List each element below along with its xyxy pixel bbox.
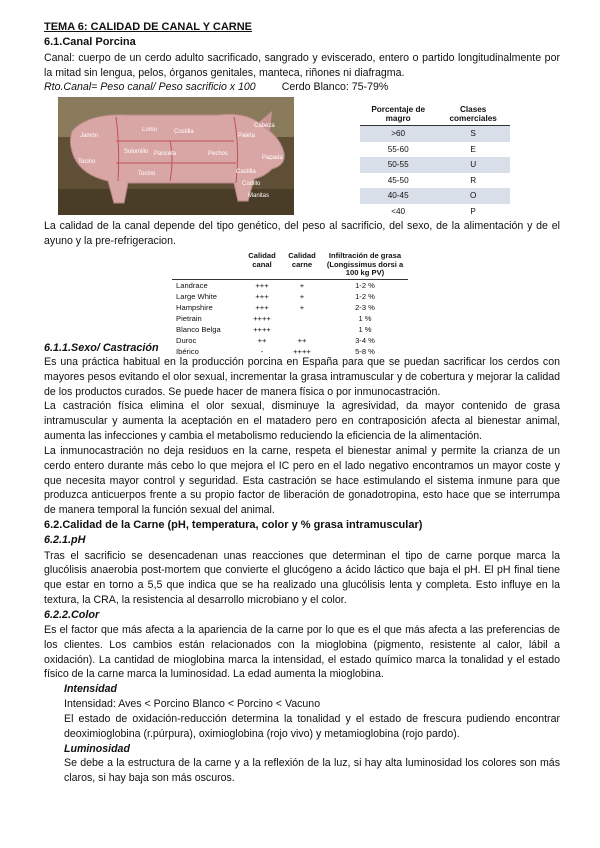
castracion-paragraph-1: Es una práctica habitual en la producción porcina en España para que se puedan sacrificar los cerdos con mayores pesos evitando el olor sexual, incrementar la grasa intramuscular y de cobertura y mejorar la calidad de los productos curados. Se puede hacer de manera física o por inmunocastración. <box>44 355 560 398</box>
svg-text:Lomo: Lomo <box>142 127 158 134</box>
table-row <box>360 188 510 203</box>
pig-cuts-image <box>58 97 294 215</box>
table-row <box>172 302 408 313</box>
table-cell: 50-55 <box>360 157 436 172</box>
section-heading-6-1-1: 6.1.1.Sexo/ Castración <box>44 341 159 354</box>
table-cell: R <box>470 175 477 185</box>
table-cell: E <box>470 144 476 154</box>
svg-text:Panceta: Panceta <box>154 151 177 158</box>
table-cell: +++ <box>255 292 269 302</box>
table-cell: ++++ <box>253 325 271 335</box>
table-cell: Hampshire <box>176 303 213 313</box>
table-row <box>172 324 408 335</box>
luminosidad-paragraph: Se debe a la estructura de la carne y a la reflexión de la luz, si hay alta luminosidad los colores son más claros, si hay baja son más oscuros. <box>64 757 560 785</box>
svg-text:Codillo: Codillo <box>242 181 261 188</box>
table-row <box>360 126 510 142</box>
table-row <box>172 335 408 346</box>
table-cell: 5-8 % <box>355 347 375 357</box>
table-cell: <40 <box>391 206 406 216</box>
table-cell: - <box>260 347 264 357</box>
ph-paragraph: Tras el sacrificio se desencadenan unas reacciones que determinan el tipo de carne porque marca la glucólisis anaerobia post-mortem que convierte el glucógeno a ácido láctico que baja el pH. El pH final tiene que estar en torno a 5,5 que indica que se ha realizado una glucólisis lenta y completa. Esto influye en la textura, la CRA, la resistencia al desarrollo microbiano y el color. <box>44 549 560 607</box>
table-row <box>360 173 510 188</box>
table-cell: >60 <box>360 126 436 142</box>
table-cell: + <box>299 281 305 291</box>
svg-text:Paleta: Paleta <box>238 133 256 140</box>
section-heading-6-2-2: 6.2.2.Color <box>44 608 100 621</box>
breed-table-block <box>44 249 560 355</box>
canal-definition: Canal: cuerpo de un cerdo adulto sacrificado, sangrado y eviscerado, entero o partido longitudinalmente por la mitad sin lengua, pelos, órganos genitales, manteca, riñones ni diafragma. <box>44 51 560 79</box>
intensidad-heading: Intensidad <box>64 683 117 696</box>
table-cell: ++++ <box>293 347 311 357</box>
table-cell: 1 % <box>358 314 372 324</box>
section-heading-6-1: 6.1.Canal Porcina <box>44 36 136 49</box>
figure-row <box>44 97 560 219</box>
commercial-class-table <box>360 103 510 219</box>
castracion-paragraph-3: La inmunocastración no deja residuos en la carne, respeta el bienestar animal y permite la crianza de un cerdo entero durante más cebo lo que mejora el IC pero en el lado negativo encontramos un mayor coste y que necesita mayor control y seguridad. Esta castración se hace estimulando el sistema inmune para que produzca anticuerpos frente a su propio factor de liberación de gonadotropina, esto hace que se interrumpa de manera temporal la función sexual del animal. <box>44 444 560 517</box>
cerdo-blanco-value: Cerdo Blanco: 75-79% <box>281 81 389 94</box>
table-header: Calidad canal <box>242 251 282 280</box>
svg-text:Cabeza: Cabeza <box>254 123 275 130</box>
table-header: Infiltración de grasa (Longissimus dorsi a 100 kg PV) <box>322 251 408 280</box>
svg-text:Solomillo: Solomillo <box>124 149 149 156</box>
table-cell: + <box>299 303 305 313</box>
table-cell: Landrace <box>176 281 208 291</box>
castracion-paragraph-2: La castración física elimina el olor sexual, disminuye la agresividad, da mayor contenido de grasa intramuscular y aumenta la aceptación en el matadero pero en contraposición afecta al bienestar animal, aumenta las infecciones y cambia el metabolismo reduciendo la eficiencia de la alimentación. <box>44 400 560 443</box>
table-cell: 45-50 <box>387 175 409 185</box>
svg-text:Tocino: Tocino <box>138 171 156 178</box>
document-title: TEMA 6: CALIDAD DE CANAL Y CARNE <box>44 21 252 33</box>
table-header: Clases comerciales <box>436 103 510 126</box>
table-row <box>360 142 510 157</box>
table-cell: 40-45 <box>360 188 436 203</box>
svg-text:Pechos: Pechos <box>208 151 229 158</box>
table-cell: ++ <box>257 336 267 346</box>
table-row <box>172 280 408 292</box>
svg-text:Costilla: Costilla <box>174 129 194 136</box>
table-cell: Blanco Belga <box>176 325 221 335</box>
section-heading-6-2: 6.2.Calidad de la Carne (pH, temperatura, color y % grasa intramuscular) <box>44 519 423 532</box>
table-cell: Ibérico <box>176 347 199 357</box>
intensidad-paragraph: El estado de oxidación-reducción determina la tonalidad y el estado de frescura pudiendo encontrar deoximioglobina (r.púrpura), oximioglobina (rojo vivo) y metamioglobina (rojo pardo). <box>64 712 560 740</box>
table-cell: + <box>299 292 305 302</box>
table-cell <box>282 324 322 335</box>
formula-row <box>44 80 560 95</box>
table-cell: 1-2 % <box>355 281 375 291</box>
svg-text:Jamón: Jamón <box>80 133 99 140</box>
table-cell: +++ <box>255 281 269 291</box>
table-cell: 55-60 <box>387 144 409 154</box>
table-row <box>172 313 408 324</box>
intensidad-line: Intensidad: Aves < Porcino Blanco < Porcino < Vacuno <box>64 698 321 711</box>
table-header: Porcentaje de magro <box>360 103 436 126</box>
section-heading-6-2-1: 6.2.1.pH <box>44 534 86 547</box>
breed-fat-table <box>172 251 408 357</box>
table-row <box>360 157 510 172</box>
table-cell: U <box>436 157 510 172</box>
pig-illustration <box>58 97 294 215</box>
table-cell: ++ <box>297 336 307 346</box>
table-cell: S <box>436 126 510 142</box>
table-header <box>172 251 242 280</box>
canal-quality-text: La calidad de la canal depende del tipo genético, del peso al sacrificio, del sexo, de la alimentación y de el ayuno y la pre-refrigeracion. <box>44 220 560 248</box>
table-cell: 1 % <box>358 325 372 335</box>
table-row <box>360 204 510 219</box>
svg-text:Papada: Papada <box>262 155 283 162</box>
table-cell: Pietrain <box>176 314 202 324</box>
color-paragraph: Es el factor que más afecta a la apariencia de la carne por lo que es el que más afecta a las preferencias de los clientes. Los cambios están relacionados con la mioglobina (pigmento, resistente al calor, lábil a oxidación). La cantidad de mioglobina marca la intensidad, el estado químico marca la tonalidad y el estado físico de la carne marca la luminosidad. La edad aumenta la mioglobina. <box>44 623 560 681</box>
document-page <box>44 20 560 786</box>
table-cell: 3-4 % <box>355 336 375 346</box>
table-cell: 1-2 % <box>355 292 375 302</box>
table-cell: P <box>470 206 476 216</box>
table-cell <box>282 313 322 324</box>
table-cell: Large White <box>176 292 217 302</box>
table-cell: O <box>436 188 510 203</box>
svg-text:Manitas: Manitas <box>248 193 270 200</box>
table-cell: 2-3 % <box>355 303 375 313</box>
table-row <box>172 291 408 302</box>
svg-text:Tocino: Tocino <box>78 159 96 166</box>
table-cell: Duroc <box>176 336 197 346</box>
table-header: Calidad carne <box>282 251 322 280</box>
table-cell: ++++ <box>253 314 271 324</box>
luminosidad-heading: Luminosidad <box>64 742 130 755</box>
table-cell: +++ <box>255 303 269 313</box>
rendimiento-formula: Rto.Canal= Peso canal/ Peso sacrificio x 100 <box>44 81 256 94</box>
table-row <box>172 346 408 357</box>
svg-text:Castilla: Castilla <box>236 169 256 176</box>
